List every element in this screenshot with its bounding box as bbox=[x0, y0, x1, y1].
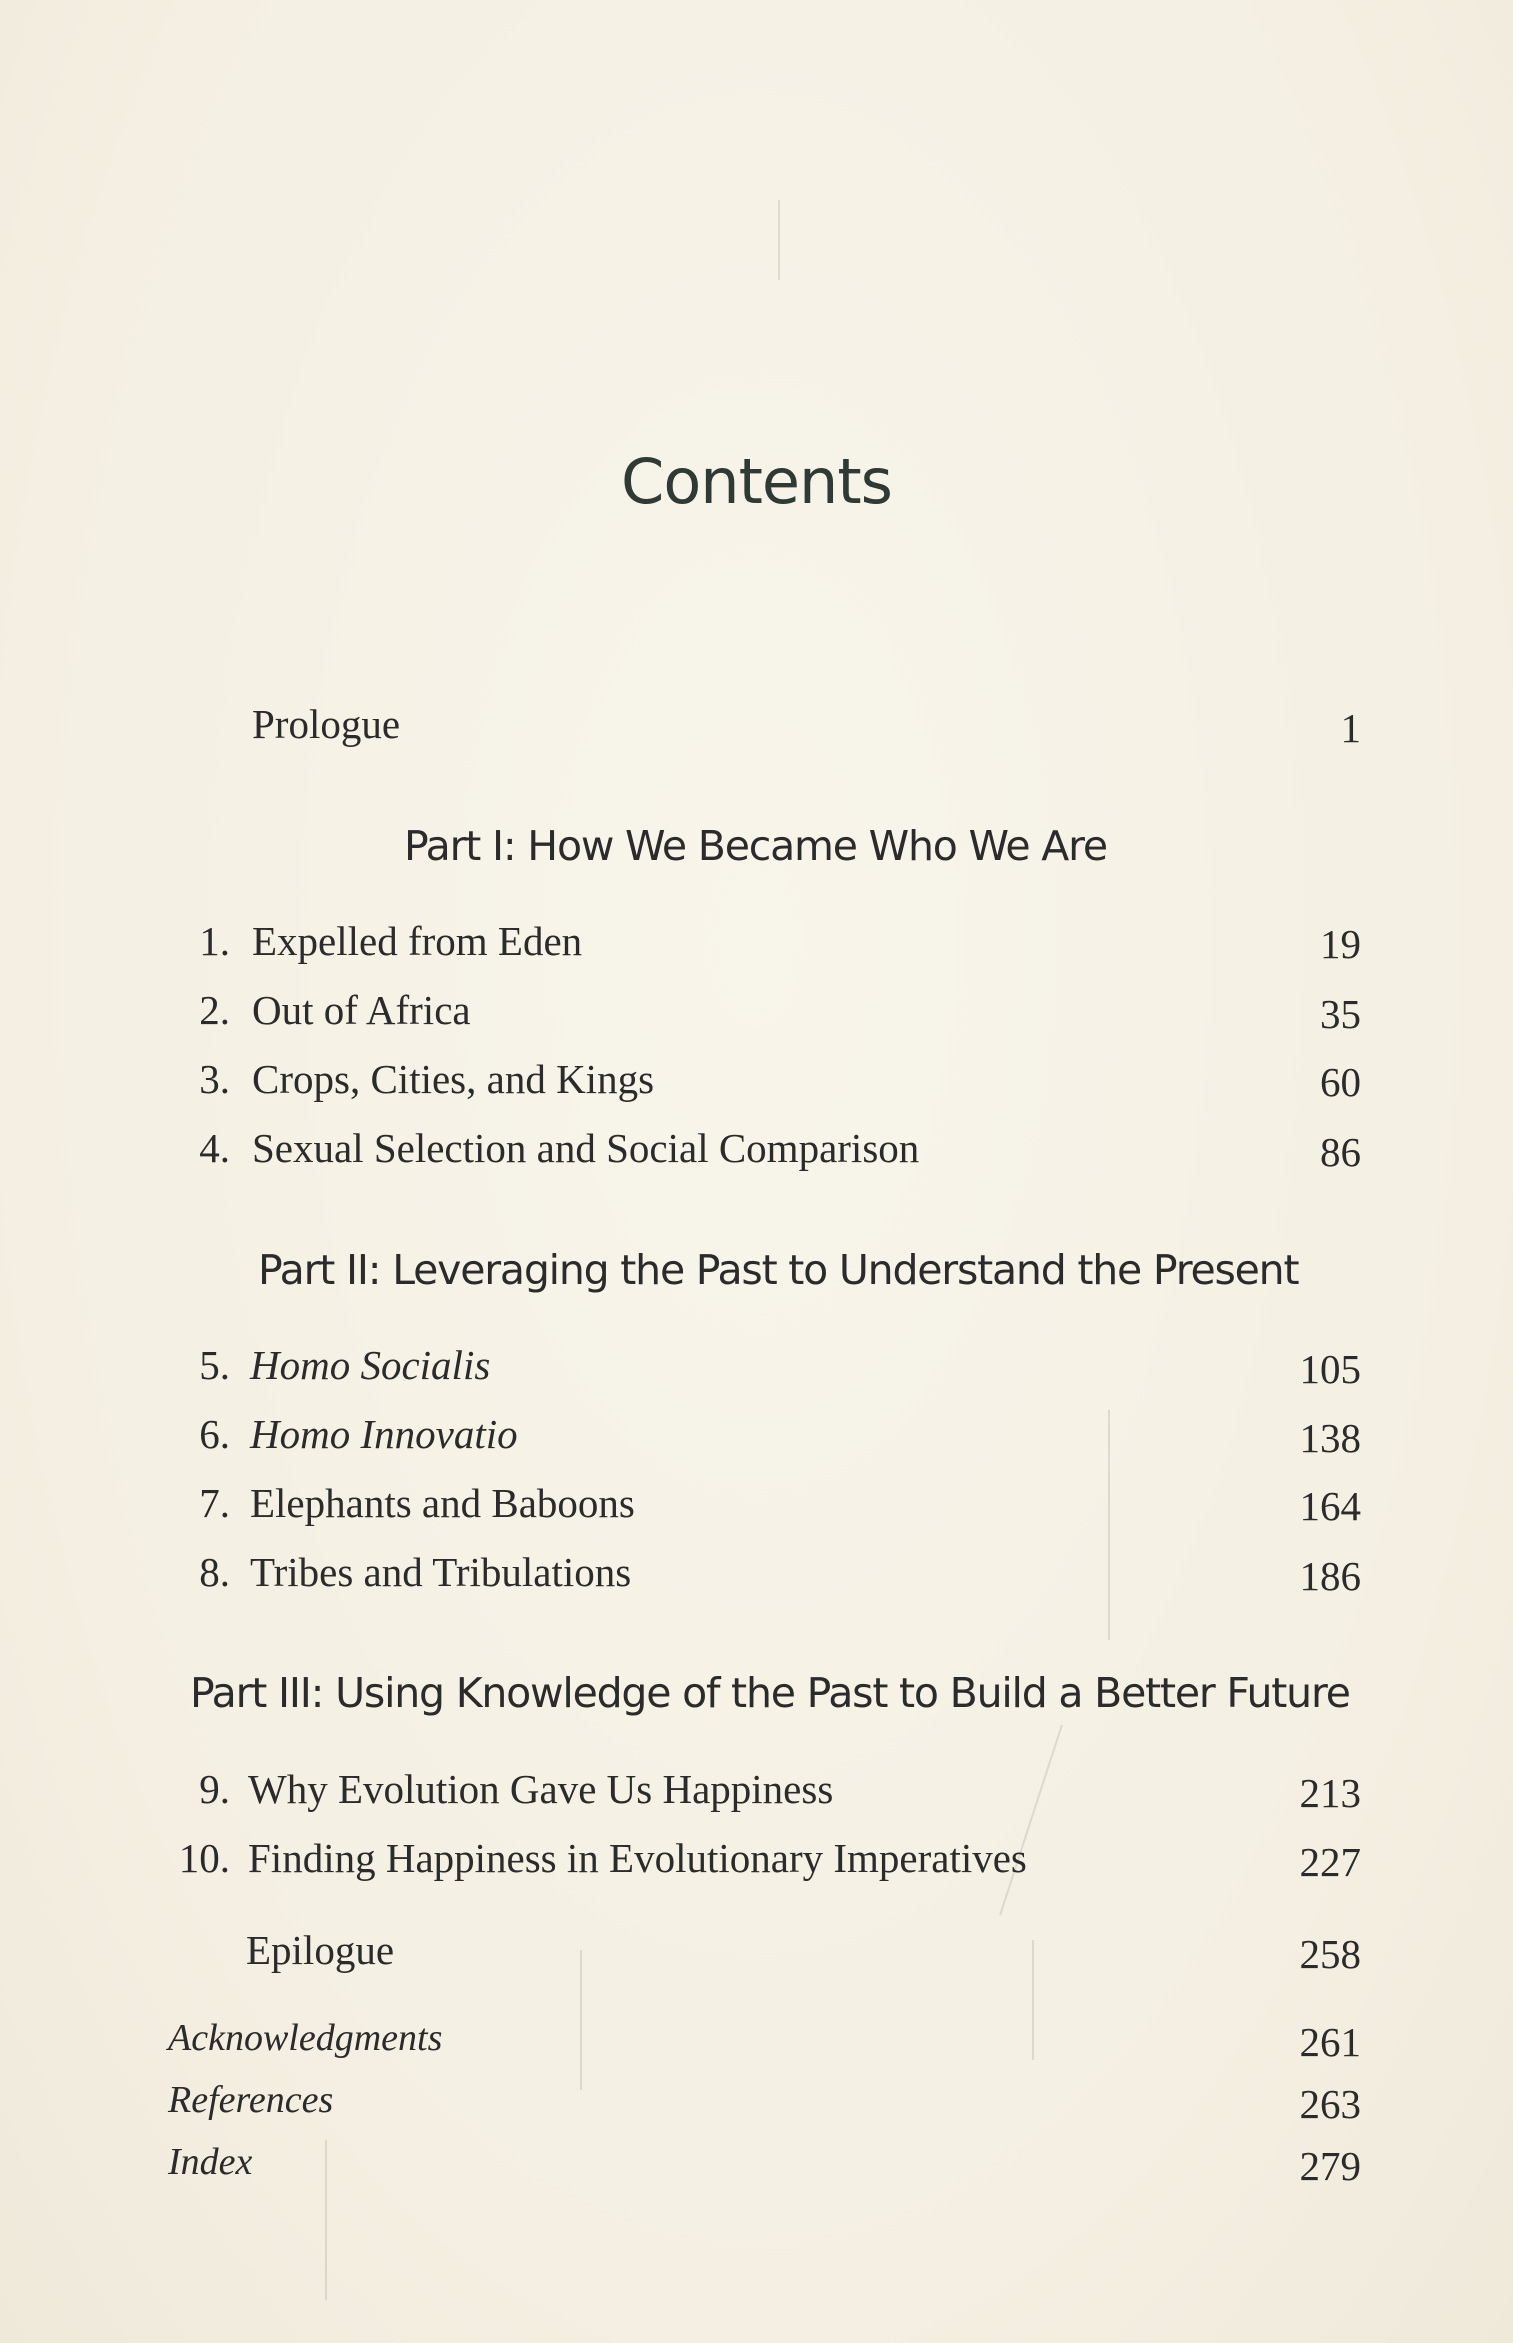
chapter-title: Elephants and Baboons bbox=[250, 1480, 635, 1526]
chapter-number: 4. bbox=[199, 1125, 230, 1171]
chapter-page: 105 bbox=[1299, 1346, 1361, 1392]
part-heading-3: Part III: Using Knowledge of the Past to Build a Better Future bbox=[190, 1669, 1350, 1717]
toc-references-page: 263 bbox=[1299, 2081, 1361, 2127]
chapter-number: 3. bbox=[199, 1056, 230, 1102]
chapter-page: 19 bbox=[1320, 921, 1361, 967]
scan-mark bbox=[999, 1725, 1063, 1916]
chapter-number: 10. bbox=[178, 1835, 230, 1881]
chapter-title: Sexual Selection and Social Comparison bbox=[252, 1125, 920, 1171]
chapter-number: 1. bbox=[199, 918, 230, 964]
chapter-page: 86 bbox=[1320, 1129, 1361, 1175]
toc-index-page: 279 bbox=[1299, 2143, 1361, 2189]
toc-index-label: Index bbox=[168, 2141, 253, 2183]
scan-mark bbox=[1032, 1940, 1034, 2060]
chapter-page: 164 bbox=[1299, 1483, 1361, 1529]
chapter-page: 186 bbox=[1299, 1553, 1361, 1599]
scan-mark bbox=[1108, 1410, 1110, 1640]
scan-mark bbox=[325, 2140, 327, 2300]
toc-prologue-page: 1 bbox=[1340, 705, 1361, 751]
chapter-title: Finding Happiness in Evolutionary Imperatives bbox=[248, 1835, 1027, 1881]
page-title: Contents bbox=[621, 445, 892, 518]
chapter-title: Expelled from Eden bbox=[252, 918, 583, 964]
toc-prologue-label: Prologue bbox=[252, 701, 401, 747]
chapter-page: 138 bbox=[1299, 1415, 1361, 1461]
scan-mark bbox=[580, 1950, 582, 2090]
toc-epilogue-label: Epilogue bbox=[246, 1927, 395, 1973]
chapter-title: Homo Socialis bbox=[250, 1342, 491, 1388]
chapter-title: Homo Innovatio bbox=[250, 1411, 518, 1457]
toc-acknowledgments-label: Acknowledgments bbox=[168, 2017, 443, 2059]
chapter-number: 8. bbox=[199, 1549, 230, 1595]
part-heading-2: Part II: Leveraging the Past to Understand the Present bbox=[258, 1246, 1299, 1294]
chapter-number: 9. bbox=[199, 1766, 230, 1812]
toc-acknowledgments-page: 261 bbox=[1299, 2019, 1361, 2065]
chapter-number: 5. bbox=[199, 1342, 230, 1388]
chapter-number: 6. bbox=[199, 1411, 230, 1457]
toc-epilogue-page: 258 bbox=[1299, 1931, 1361, 1977]
part-heading-1: Part I: How We Became Who We Are bbox=[404, 822, 1107, 870]
chapter-title: Out of Africa bbox=[252, 987, 471, 1033]
toc-references-label: References bbox=[168, 2079, 334, 2121]
chapter-title: Why Evolution Gave Us Happiness bbox=[248, 1766, 834, 1812]
chapter-page: 60 bbox=[1320, 1059, 1361, 1105]
chapter-title: Tribes and Tribulations bbox=[250, 1549, 632, 1595]
chapter-number: 2. bbox=[199, 987, 230, 1033]
scan-mark bbox=[778, 200, 780, 280]
chapter-title: Crops, Cities, and Kings bbox=[252, 1056, 655, 1102]
chapter-page: 213 bbox=[1299, 1770, 1361, 1816]
chapter-number: 7. bbox=[199, 1480, 230, 1526]
chapter-page: 227 bbox=[1299, 1839, 1361, 1885]
chapter-page: 35 bbox=[1320, 991, 1361, 1037]
